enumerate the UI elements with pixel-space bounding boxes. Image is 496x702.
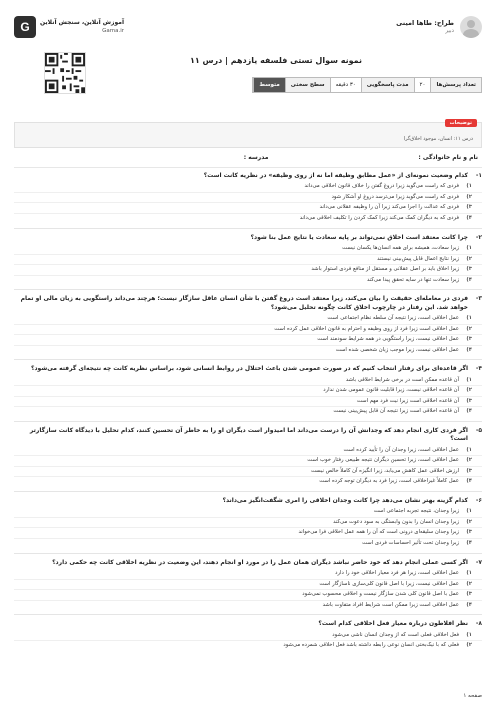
option-text: آن قاعده اخلاقی است زیرا نیت فرد مهم است: [356, 397, 459, 404]
option-number: ۱): [466, 244, 472, 251]
question-number: ۱-: [475, 172, 482, 179]
question-item: [14, 620, 482, 650]
level-label: سطح سختی: [285, 78, 330, 92]
option-number: ۳): [466, 204, 472, 211]
option-list: [14, 569, 482, 610]
answer-option[interactable]: [14, 335, 482, 346]
question-text: [14, 497, 482, 505]
brand[interactable]: [14, 16, 124, 38]
option-number: ۴): [466, 346, 472, 353]
page-header: [14, 10, 482, 98]
time-value: ۳۰ دقیقه: [330, 78, 361, 92]
question-text: [14, 295, 482, 312]
qr-code: [44, 52, 86, 94]
count-value: ۲۰: [414, 78, 431, 92]
question-body: کدام گزینه بهتر نشان می‌دهد چرا کانت وجدان اخلاقی را امری شگفت‌انگیز می‌داند؟: [222, 496, 468, 504]
question-item: [14, 497, 482, 554]
answer-option[interactable]: [14, 641, 482, 651]
answer-option[interactable]: [14, 590, 482, 601]
option-number: ۲): [466, 580, 472, 587]
answer-option[interactable]: [14, 203, 482, 214]
question-body: چرا کانت معتقد است اخلاق نمی‌تواند بر پایه سعادت یا نتایج عمل بنا شود؟: [250, 233, 468, 241]
answer-option[interactable]: [14, 276, 482, 286]
option-text: زیرا وجدان سلیقه‌ای درونی است که آن را همه عمل اخلاقی فرا می‌خواند: [298, 529, 459, 536]
option-text: عمل اخلاقی است، زیرا هر فرد معیار اخلاقی خود را دارد: [335, 569, 459, 576]
answer-option[interactable]: [14, 467, 482, 478]
option-text: زیرا سعادت تنها در سایه تحقق پیدا می‌کند: [366, 276, 459, 283]
option-number: ۱): [466, 508, 472, 515]
option-text: فردی که عدالت را اجرا می‌کند زیرا آن را وظیفه عقلانی می‌داند: [319, 204, 459, 211]
option-number: ۲): [466, 457, 472, 464]
brand-logo: G: [14, 16, 36, 38]
option-number: ۲): [466, 387, 472, 394]
option-number: ۱): [466, 376, 472, 383]
option-list: [14, 507, 482, 548]
brand-site: Gama.ir: [102, 28, 125, 34]
answer-option[interactable]: [14, 477, 482, 487]
option-number: ۲): [466, 255, 472, 262]
option-text: فردی که راست می‌گوید زیرا دروغ گفتن را خلاف قانون اخلاقی می‌داند: [304, 183, 459, 190]
option-list: [14, 446, 482, 487]
option-number: ۳): [466, 336, 472, 343]
option-number: ۳): [466, 467, 472, 474]
option-number: ۱): [466, 569, 472, 576]
answer-option[interactable]: [14, 446, 482, 457]
answer-option[interactable]: [14, 580, 482, 591]
option-number: ۲): [466, 325, 472, 332]
answer-option[interactable]: [14, 397, 482, 408]
answer-option[interactable]: [14, 182, 482, 193]
question-divider: [14, 614, 482, 615]
question-divider: [14, 491, 482, 492]
answer-option[interactable]: [14, 569, 482, 580]
option-text: عمل اخلاقی نیست، زیرا با اصل قانون کلی‌سازی ناسازگار است: [319, 580, 459, 587]
question-item: [14, 365, 482, 422]
option-number: ۴): [466, 601, 472, 608]
option-number: ۲): [466, 518, 472, 525]
option-text: عمل کاملاً غیراخلاقی است، زیرا فرد به دیگران توجه کرده است: [319, 478, 459, 485]
option-number: ۱): [466, 631, 472, 638]
question-divider: [14, 421, 482, 422]
answer-option[interactable]: [14, 346, 482, 356]
option-list: [14, 314, 482, 355]
answer-option[interactable]: [14, 407, 482, 417]
question-divider: [14, 359, 482, 360]
question-number: ۲-: [475, 233, 482, 241]
answer-option[interactable]: [14, 601, 482, 611]
exam-info-bar: [252, 77, 482, 93]
option-text: فعلی که با نیک‌بختی انسان نوعی رابطه داشته باشد فعل اخلاقی شمرده می‌شود: [283, 642, 459, 649]
option-number: ۳): [466, 266, 472, 273]
brand-tagline: آموزش آنلاین، سنجش آنلاین: [40, 19, 125, 26]
question-item: [14, 559, 482, 616]
count-label: تعداد پرسش‌ها: [430, 78, 481, 92]
answer-option[interactable]: [14, 265, 482, 276]
answer-option[interactable]: [14, 386, 482, 397]
option-text: آن قاعده اخلاقی است زیرا نتیجه آن قابل پیش‌بینی نیست: [333, 408, 459, 415]
question-body: اگر کسی عملی انجام دهد که خود حاضر نباشد دیگران همان عمل را در مورد او انجام دهند، این وضعیت در نظریه اخلاقی کانت چه حکمی دارد؟: [52, 558, 468, 566]
option-text: فعل اخلاقی فعلی است که از وجدان انسان ناشی می‌شود: [332, 631, 459, 638]
option-number: ۳): [466, 591, 472, 598]
option-text: زیرا وجدان، نتیجه تجربه اجتماعی است: [373, 508, 459, 515]
question-body: اگر فردی کاری انجام دهد که وجدانش آن را درست می‌داند اما امیدوار است دیگران او را به خاطر آن تحسین کنند، کدام تحلیل با دیدگاه کانت سازگارتر است؟: [29, 426, 468, 443]
answer-option[interactable]: [14, 214, 482, 224]
option-list: [14, 376, 482, 417]
qr-code-icon: [45, 53, 85, 93]
option-text: عمل اخلاقی است زیرا ممکن است شرایط افراد متفاوت باشد: [322, 601, 459, 608]
question-text: [14, 172, 482, 180]
answer-option[interactable]: [14, 507, 482, 518]
option-text: عمل اخلاقی نیست، زیرا راستگویی در همه شرایط سودمند است: [317, 336, 459, 343]
option-text: عمل اخلاقی نیست، زیرا موجب زیان شخصی شده است: [335, 346, 459, 353]
answer-option[interactable]: [14, 314, 482, 325]
option-text: عمل اخلاقی است، زیرا وجدان آن را تأیید کرده است: [343, 446, 459, 453]
option-text: ارزش اخلاقی عمل کاهش می‌یابد، زیرا انگیزه آن کاملاً خالص نیست: [310, 467, 459, 474]
option-number: ۱): [466, 446, 472, 453]
option-number: ۴): [466, 215, 472, 222]
option-list: [14, 631, 482, 651]
option-text: زیرا وجدان تحت تأثیر احساسات فردی است: [362, 540, 459, 547]
option-text: زیرا سعادت، همیشه برای همه انسان‌ها یکسان نیست: [342, 244, 459, 251]
option-text: فردی که به دیگران کمک می‌کند زیرا کمک کردن را تکلیف اخلاقی می‌داند: [299, 215, 459, 222]
answer-option[interactable]: [14, 325, 482, 336]
question-number: ۷-: [475, 558, 482, 566]
designer-info: [396, 16, 482, 38]
time-label: مدت پاسخگویی: [361, 78, 414, 92]
question-text: [14, 234, 482, 242]
school-field[interactable]: مدرسه :: [243, 154, 269, 161]
question-item: [14, 295, 482, 360]
question-list: [14, 172, 482, 656]
option-text: زیرا وجدان انسان را بدون وابستگی به سود دعوت می‌کند: [333, 518, 459, 525]
answer-option[interactable]: [14, 631, 482, 642]
question-item: [14, 234, 482, 291]
answer-option[interactable]: [14, 518, 482, 529]
option-number: ۲): [466, 642, 472, 649]
page-number: صفحه ۱: [463, 693, 482, 699]
option-number: ۴): [466, 478, 472, 485]
question-divider: [14, 289, 482, 290]
answer-option[interactable]: [14, 376, 482, 387]
option-text: آن قاعده اخلاقی نیست، زیرا قابلیت قانون عمومی شدن ندارد: [323, 387, 459, 394]
answer-option[interactable]: [14, 456, 482, 467]
designer-role: دبیر: [445, 28, 454, 34]
question-text: [14, 620, 482, 628]
option-list: [14, 182, 482, 223]
question-body: کدام وضعیت نمونه‌ای از «عمل مطابق وظیفه اما نه از روی وظیفه» در نظریه کانت است؟: [203, 172, 468, 179]
student-info: [14, 154, 482, 168]
option-number: ۲): [466, 193, 472, 200]
question-number: ۸-: [475, 620, 482, 628]
notice-text: درس ۱۱: انسان، موجود اخلاق‌گرا: [403, 136, 473, 142]
question-text: [14, 559, 482, 567]
question-body: فردی در معامله‌ای حقیقت را بیان می‌کند، زیرا معتقد است دروغ گفتن با شأن انسان عاقل سازگار نیست؛ هرچند می‌داند راستگویی به زیان مالی او تمام خواهد شد. این رفتار در چارچوب اخلاق کانت چگونه تحلیل می‌شود؟: [20, 295, 468, 311]
option-text: عمل اخلاقی است، زیرا نتیجه آن سلطه نظام اجتماعی است: [327, 314, 459, 321]
question-body: اگر قاعده‌ای برای رفتار انتخاب کنیم که در صورت عمومی شدن باعث اختلال در روابط انسانی شود، براساس نظریه کانت چه نتیجه‌ای گرفته می‌شود؟: [31, 365, 468, 373]
notice-tag: توضیحات: [445, 119, 477, 127]
question-number: ۳-: [475, 295, 482, 303]
question-number: ۵-: [475, 426, 482, 434]
notice-box: [14, 122, 482, 148]
level-value: متوسط: [253, 78, 284, 92]
option-text: عمل با اصل قانون کلی شدن سازگار نیست و اخلاقی محسوب نمی‌شود: [302, 591, 459, 598]
option-number: ۱): [466, 314, 472, 321]
option-number: ۳): [466, 529, 472, 536]
question-divider: [14, 228, 482, 229]
designer-name: طراح: طاها امینی: [396, 19, 454, 27]
option-number: ۱): [466, 183, 472, 190]
page-title: نمونه سوال تستی فلسفه یازدهم | درس ۱۱: [189, 56, 362, 65]
option-number: ۴): [466, 408, 472, 415]
question-text: [14, 365, 482, 373]
option-text: عمل اخلاقی است زیرا فرد از روی وظیفه و احترام به قانون اخلاقی عمل کرده است: [274, 325, 459, 332]
question-body: نظر افلاطون درباره معیار فعل اخلاقی کدام است؟: [318, 620, 468, 628]
option-text: زیرا اخلاق باید بر اصل عقلانی و مستقل از منافع فردی استوار باشد: [311, 266, 459, 273]
option-text: عمل اخلاقی است، زیرا تحسین دیگران نتیجه طبیعی رفتار خوب است: [307, 457, 459, 464]
student-name-field[interactable]: نام و نام خانوادگی :: [418, 154, 478, 161]
answer-option[interactable]: [14, 539, 482, 549]
option-text: آن قاعده ممکن است در برخی شرایط اخلاقی باشد: [345, 376, 459, 383]
answer-option[interactable]: [14, 244, 482, 255]
question-divider: [14, 553, 482, 554]
option-list: [14, 244, 482, 285]
answer-option[interactable]: [14, 193, 482, 204]
question-number: ۶-: [475, 496, 482, 504]
answer-option[interactable]: [14, 255, 482, 266]
avatar: [460, 16, 482, 38]
option-number: ۴): [466, 276, 472, 283]
question-number: ۴-: [475, 365, 482, 373]
question-item: [14, 427, 482, 492]
question-text: [14, 427, 482, 444]
option-number: ۴): [466, 540, 472, 547]
option-number: ۳): [466, 397, 472, 404]
option-text: زیرا نتایج اعمال قابل پیش‌بینی نیستند: [377, 255, 459, 262]
option-text: فردی که راست می‌گوید زیرا می‌ترسد دروغ او آشکار شود: [331, 193, 459, 200]
question-item: [14, 172, 482, 229]
answer-option[interactable]: [14, 528, 482, 539]
